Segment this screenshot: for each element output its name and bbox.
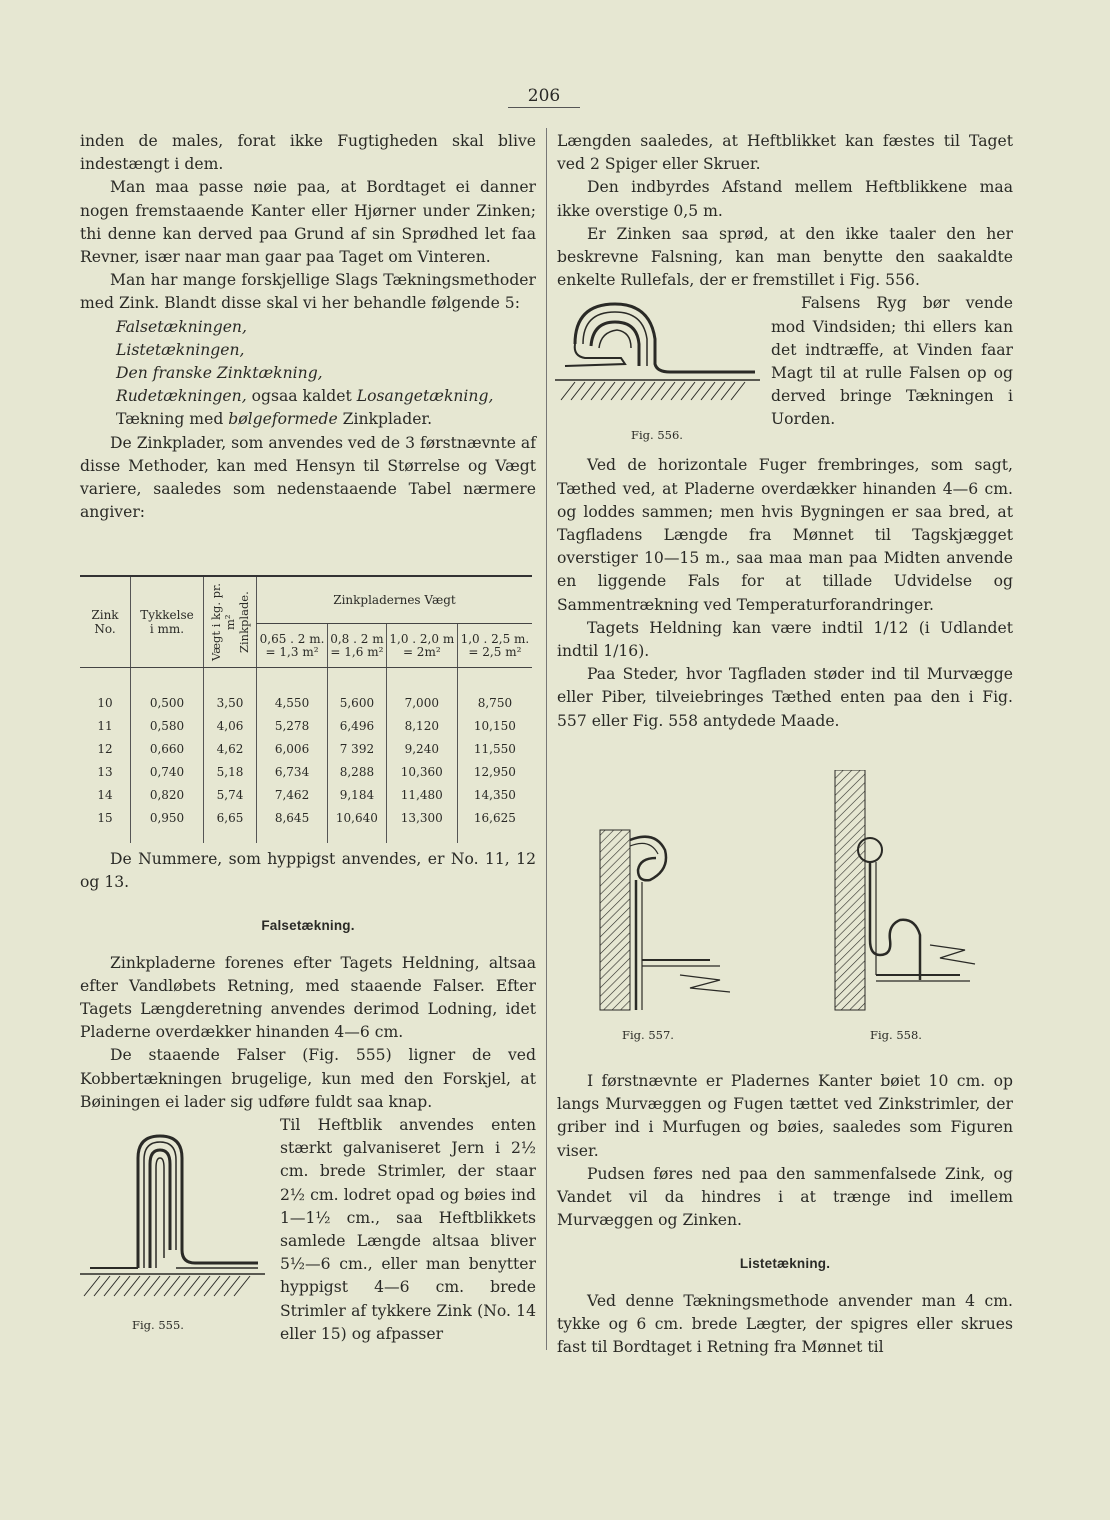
paragraph: I førstnævnte er Pladernes Kanter bøiet 10 cm. op langs Murvæggen og Fugen tættet ved Zinkstrimler, der griber ind i Murfugen og bøies, saaledes som Figuren viser. — [557, 1072, 1013, 1160]
list-item: Rudetækningen, ogsaa kaldet Losangetækning, — [116, 387, 494, 406]
fig-558-caption: Fig. 558. — [870, 1028, 922, 1042]
table-cell: 13 — [97, 764, 113, 779]
paragraph: De staaende Falser (Fig. 555) ligner de ved Kobbertækningen brugelige, kun med den Forskjel, at Bøiningen ei lader sig udføre fuldt saa knap. — [80, 1046, 536, 1111]
table-row — [80, 691, 532, 714]
left-column-bottom — [80, 848, 536, 1346]
paragraph: Tagets Heldning kan være indtil 1/12 (i Udlandet indtil 1/16). — [557, 618, 1013, 661]
header-thickness: Tykkelse i mm. — [131, 577, 204, 668]
table-cell: 14 — [97, 787, 113, 802]
table-cell: 13,300 — [386, 806, 457, 829]
table-cell: 12,950 — [457, 760, 532, 783]
table-row — [80, 714, 532, 737]
fig-557-558-drawing — [580, 770, 1000, 1020]
table-cell: 0,500 — [131, 691, 204, 714]
table-cell: 7 392 — [328, 737, 387, 760]
table-cell: 9,184 — [328, 783, 387, 806]
paragraph: Zinkpladerne forenes efter Tagets Heldning, altsaa efter Vandløbets Retning, med staaende Falser. Efter Tagets Længderetning anvendes derimod Lodning, idet Pladerne overdækker hinanden 4—6 cm. — [80, 953, 536, 1042]
table-cell: 5,18 — [204, 760, 257, 783]
fig-556-drawing — [555, 294, 765, 404]
right-column-bottom — [557, 1070, 1013, 1359]
table-cell: 10,150 — [457, 714, 532, 737]
header-weight-per-m2: Vægt i kg. pr. m² Zinkplade. — [204, 577, 257, 668]
table-cell: 6,734 — [257, 760, 328, 783]
paragraph: Længden saaledes, at Heftblikket kan fæstes til Taget ved 2 Spiger eller Skruer. — [557, 132, 1013, 174]
table-cell: 0,950 — [131, 806, 204, 829]
fig-557-caption: Fig. 557. — [622, 1028, 674, 1042]
list-item: Tækning med bølgeformede Zinkplader. — [116, 410, 433, 429]
table-cell: 8,120 — [386, 714, 457, 737]
table-cell: 16,625 — [457, 806, 532, 829]
paragraph: Ved de horizontale Fuger frembringes, som sagt, Tæthed ved, at Pladerne overdækker hinanden 4—6 cm. og loddes sammen; men hvis Bygningen er saa bred, at Tagfladens Længde fra Mønnet til Tagskjægget overstiger 10—15 m., saa maa man paa Midten anvende en liggende Fals for at tillade Udvidelse og Sammentrækning ved Temperaturforandringer. — [557, 456, 1013, 614]
table-cell: 10,640 — [328, 806, 387, 829]
fig-556-caption: Fig. 556. — [631, 428, 683, 443]
fig-555-caption: Fig. 555. — [132, 1318, 184, 1333]
figure-555 — [80, 1118, 270, 1333]
table-cell: 0,740 — [131, 760, 204, 783]
wall-558 — [835, 770, 865, 1010]
table-cell: 8,288 — [328, 760, 387, 783]
table-cell: 11,480 — [386, 783, 457, 806]
table-row — [80, 806, 532, 829]
paragraph: Paa Steder, hvor Tagfladen støder ind til Murvægge eller Piber, tilveiebringes Tæthed enten paa den i Fig. 557 eller Fig. 558 antydede Maade. — [557, 665, 1013, 730]
table-cell: 10,360 — [386, 760, 457, 783]
paragraph: Ved denne Tækningsmethode anvender man 4 cm. tykke og 6 cm. brede Lægter, der spigres eller skrues fast til Bordtaget i Retning fra Mønnet til — [557, 1291, 1013, 1357]
paragraph: De Zinkplader, som anvendes ved de 3 førstnævnte af disse Methoder, kan med Hensyn til Størrelse og Vægt variere, saaledes som nedenstaaende Tabel nærmere angiver: — [80, 433, 536, 522]
table-cell: 9,240 — [386, 737, 457, 760]
list-item: Den franske Zinktækning, — [116, 364, 323, 383]
subheader-size-1: 0,65 . 2 m. = 1,3 m² — [257, 624, 328, 668]
header-zink: Zink No. — [80, 577, 131, 668]
table-cell: 8,645 — [257, 806, 328, 829]
subheader-size-4: 1,0 . 2,5 m. = 2,5 m² — [457, 624, 532, 668]
page-number: 206 — [508, 86, 580, 108]
subheader-size-2: 0,8 . 2 m = 1,6 m² — [328, 624, 387, 668]
table-cell: 7,000 — [386, 691, 457, 714]
header-plate-weight-group: Zinkpladernes Vægt — [257, 577, 533, 624]
wall-557 — [600, 830, 630, 1010]
table-cell: 11,550 — [457, 737, 532, 760]
table-cell: 4,06 — [204, 714, 257, 737]
table-cell: 6,496 — [328, 714, 387, 737]
table-cell: 5,600 — [328, 691, 387, 714]
paragraph: Falsens Ryg bør vende mod Vindsiden; thi ellers kan det indtræffe, at Vinden faar Magt til at rulle Falsen op og derved bringe Tækningen i Uorden. — [771, 294, 1013, 429]
table-cell: 8,750 — [457, 691, 532, 714]
table-cell: 5,278 — [257, 714, 328, 737]
table-cell: 14,350 — [457, 783, 532, 806]
table-row — [80, 737, 532, 760]
fig-555-drawing — [80, 1118, 270, 1318]
table-cell: 10 — [97, 695, 113, 710]
figure-556 — [555, 294, 765, 454]
table-cell: 12 — [97, 741, 113, 756]
table-row — [80, 783, 532, 806]
table-cell: 0,820 — [131, 783, 204, 806]
paragraph: Man har mange forskjellige Slags Tækningsmethoder med Zink. Blandt disse skal vi her behandle følgende 5: — [80, 271, 536, 313]
table-cell: 7,462 — [257, 783, 328, 806]
table-cell: 0,660 — [131, 737, 204, 760]
paragraph: inden de males, forat ikke Fugtigheden skal blive indestængt i dem. — [80, 132, 536, 174]
table-cell: 3,50 — [204, 691, 257, 714]
table-cell: 6,65 — [204, 806, 257, 829]
list-item: Falsetækningen, — [116, 317, 247, 336]
table-cell: 11 — [97, 718, 113, 733]
paragraph: De Nummere, som hyppigst anvendes, er No. 11, 12 og 13. — [80, 850, 536, 892]
left-column-top — [80, 130, 536, 524]
paragraph: Man maa passe nøie paa, at Bordtaget ei danner nogen fremstaaende Kanter eller Hjørner under Zinken; thi denne kan derved paa Grund af sin Sprødhed let faa Revner, især naar man gaar paa Taget om Vinteren. — [80, 178, 536, 267]
section-heading-falset: Falsetækning. — [261, 918, 355, 934]
column-divider — [546, 128, 547, 1350]
table-row — [80, 760, 532, 783]
paragraph: Til Heftblik anvendes enten stærkt galvaniseret Jern i 2½ cm. brede Strimler, der staar 2½ cm. lodret opad og bøies ind 1—1½ cm., saa Heftblikkets samlede Længde altsaa bliver 5½—6 cm., eller man benytter hyppigst 4—6 cm. brede Strimler af tykkere Zink (No. 14 eller 15) og afpasser — [280, 1116, 536, 1343]
table-cell: 6,006 — [257, 737, 328, 760]
table-cell: 5,74 — [204, 783, 257, 806]
paragraph: Den indbyrdes Afstand mellem Heftblikkene maa ikke overstige 0,5 m. — [557, 178, 1013, 220]
list-item: Listetækningen, — [116, 340, 245, 359]
zinc-plate-table — [80, 575, 532, 843]
table-cell: 4,550 — [257, 691, 328, 714]
table-cell: 0,580 — [131, 714, 204, 737]
right-column-top — [557, 130, 1013, 733]
table-cell: 4,62 — [204, 737, 257, 760]
method-list — [80, 316, 536, 386]
paragraph: Pudsen føres ned paa den sammenfalsede Zink, og Vandet vil da hindres i at trænge ind imellem Murvæggen og Zinken. — [557, 1164, 1013, 1230]
section-heading-liste: Listetækning. — [739, 1256, 831, 1272]
table-cell: 15 — [97, 810, 113, 825]
subheader-size-3: 1,0 . 2,0 m = 2m² — [386, 624, 457, 668]
figures-557-558 — [580, 770, 1000, 1050]
paragraph: Er Zinken saa sprød, at den ikke taaler den her beskrevne Falsning, kan man benytte den saakaldte enkelte Rullefals, der er fremstillet i Fig. 556. — [557, 224, 1013, 290]
